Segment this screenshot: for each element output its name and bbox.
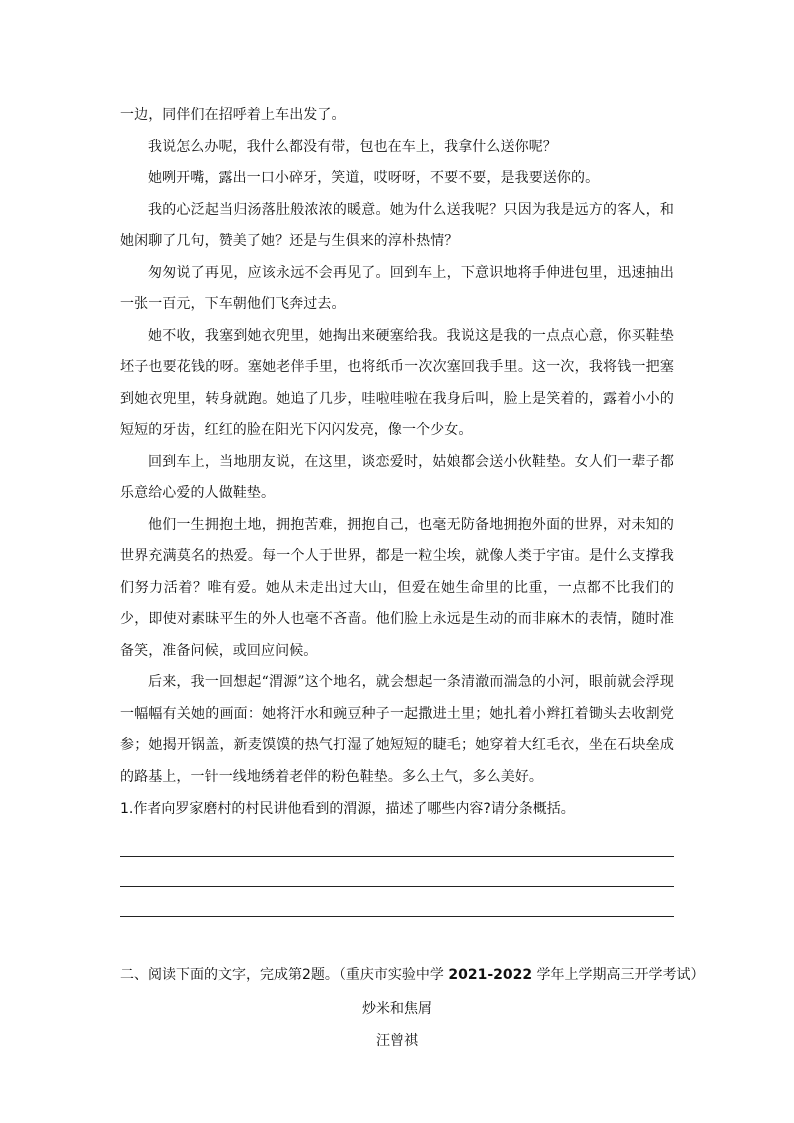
answer-line[interactable] <box>120 887 674 917</box>
answer-line[interactable] <box>120 833 674 857</box>
passage-paragraph: 我说怎么办呢，我什么都没有带，包也在车上，我拿什么送你呢？ <box>148 138 557 155</box>
passage-paragraph: 一边，同伴们在招呼着上车出发了。 <box>120 107 346 123</box>
article-title: 炒米和焦屑 <box>362 1001 432 1017</box>
section-2-year: 2021-2022 <box>448 967 533 983</box>
passage-paragraph: 他们一生拥抱土地，拥抱苦难，拥抱自己，也毫无防备地拥抱外面的世界，对未知的世界充满莫名的热爱。每一个人于世界，都是一粒尘埃，就像人类于宇宙。是什么支撑我们努力活着？唯有爱。她从未走出过大山，但爱在她生命里的比重，一点都不比我们的少，即使对素昧平生的外人也毫不吝啬。他们脸上永远是生动的而非麻木的表情，随时准备笑，准备问候，或回应问候。 <box>120 516 674 659</box>
document-page <box>120 100 705 1053</box>
passage-paragraph: 匆匆说了再见，应该永远不会再见了。回到车上，下意识地将手伸进包里，迅速抽出一张一百元，下车朝他们飞奔过去。 <box>120 264 674 312</box>
section-2-prefix: 二、阅读下面的文字，完成第2题。（重庆市实验中学 <box>120 967 449 983</box>
passage-paragraph: 她不收，我塞到她衣兜里，她掏出来硬塞给我。我说这是我的一点点心意，你买鞋垫坯子也要花钱的呀。塞她老伴手里，也将纸币一次次塞回我手里。这一次，我将钱一把塞到她衣兜里，转身就跑。她追了几步，哇啦哇啦在我身后叫，脸上是笑着的，露着小小的短短的牙齿，红红的脸在阳光下闪闪发亮，像一个少女。 <box>120 327 674 438</box>
passage-paragraph: 我的心泛起当归汤落肚般浓浓的暖意。她为什么送我呢？只因为我是远方的客人，和她闲聊了几句，赞美了她？还是与生俱来的淳朴热情？ <box>120 201 674 249</box>
reading-passage <box>120 100 674 793</box>
section-2-heading <box>120 963 705 987</box>
answer-lines <box>120 833 674 917</box>
passage-paragraph: 她咧开嘴，露出一口小碎牙，笑道，哎呀呀，不要不要，是我要送你的。 <box>148 170 600 186</box>
passage-paragraph: 后来，我一回想起“渭源”这个地名，就会想起一条清澈而湍急的小河，眼前就会浮现一幅幅有关她的画面：她将汗水和豌豆种子一起撒进土里；她扎着小辫扛着锄头去收割党参；她揭开锅盖，新麦馍馍的热气打湿了她短短的睫毛；她穿着大红毛衣，坐在石块垒成的路基上，一针一线地绣着老伴的粉色鞋垫。多么土气，多么美好。 <box>120 674 674 785</box>
answer-line[interactable] <box>120 857 674 887</box>
section-2-suffix: 学年上学期高三开学考试） <box>532 967 705 983</box>
question-1: 1.作者向罗家磨村的村民讲他看到的渭源，描述了哪些内容?请分条概括。 <box>120 801 575 817</box>
article-author: 汪曾祺 <box>376 1033 418 1049</box>
passage-paragraph: 回到车上，当地朋友说，在这里，谈恋爱时，姑娘都会送小伙鞋垫。女人们一辈子都乐意给心爱的人做鞋垫。 <box>120 453 674 501</box>
